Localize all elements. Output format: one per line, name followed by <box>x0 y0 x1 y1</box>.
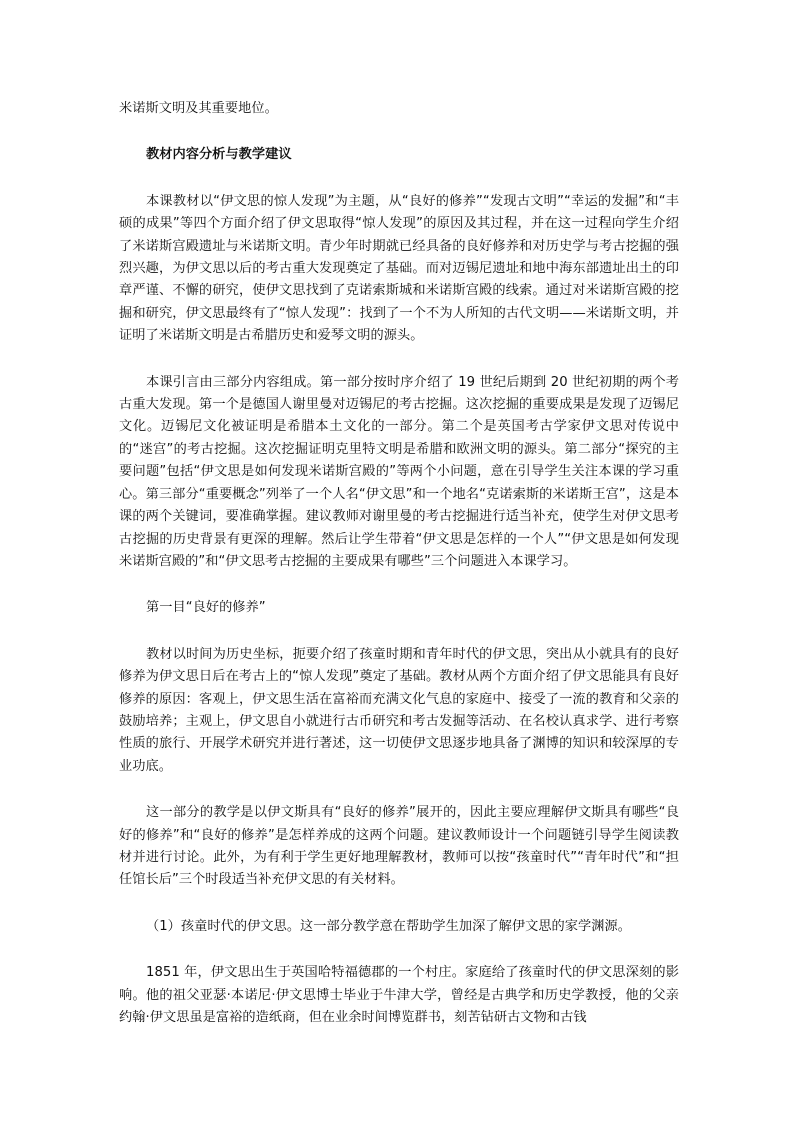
paragraph-childhood-detail: 1851 年，伊文思出生于英国哈特福德郡的一个村庄。家庭给了孩童时代的伊文思深刻的影响。他的祖父亚瑟·本诺尼·伊文思博士毕业于牛津大学，曾经是古典学和历史学教授，他的父亲约翰·伊文思虽是富裕的造纸商，但在业余时间博览群书，刻苦钻研古文物和古钱 <box>119 965 679 1025</box>
document-body <box>119 98 679 1029</box>
paragraph-introduction: 本课引言由三部分内容组成。第一部分按时序介绍了 19 世纪后期到 20 世纪初期的两个考古重大发现。第一个是德国人谢里曼对迈锡尼的考古挖掘。这次挖掘的重要成果是发现了迈锡尼文化。迈锡尼文化被证明是希腊本土文化的一部分。第二个是英国考古学家伊文思对传说中的“迷宫”的考古挖掘。这次挖掘证明克里特文明是希腊和欧洲文明的源头。第二部分“探究的主要问题”包括“伊文思是如何发现米诺斯宫殿的”等两个小问题，意在引导学生关注本课的学习重心。第三部分“重要概念”列举了一个人名“伊文思”和一个地名“克诺索斯的米诺斯王宫”，这是本课的两个关键词，要准确掌握。建议教师对谢里曼的考古挖掘进行适当补充，使学生对伊文思考古挖掘的历史背景有更深的理解。然后让学生带着“伊文思是怎样的一个人”“伊文思是如何发现米诺斯宫殿的”和“伊文思考古挖掘的主要成果有哪些”三个问题进入本课学习。 <box>119 374 679 569</box>
intro-tail-text: 米诺斯文明及其重要地位。 <box>119 101 278 116</box>
subsection-title-good-cultivation: 第一目“良好的修养” <box>146 600 266 616</box>
section-heading: 教材内容分析与教学建议 <box>146 147 292 163</box>
paragraph-teaching-suggestion: 这一部分的教学是以伊文斯具有“良好的修养”展开的，因此主要应理解伊文斯具有哪些“良好的修养”和“良好的修养”是怎样养成的这两个问题。建议教师设计一个问题链引导学生阅读教材并进行讨论。此外，为有利于学生更好地理解教材，教师可以按“孩童时代”“青年时代”和“担任馆长后”三个时段适当补充伊文思的有关材料。 <box>119 805 679 888</box>
paragraph-childhood-heading: （1）孩童时代的伊文思。这一部分教学意在帮助学生加深了解伊文思的家学渊源。 <box>146 918 631 934</box>
paragraph-overview: 本课教材以“伊文思的惊人发现”为主题，从“良好的修养”“发现古文明”“幸运的发掘”和“丰硕的成果”等四个方面介绍了伊文思取得“惊人发现”的原因及其过程，并在这一过程向学生介绍了米诺斯宫殿遗址与米诺斯文明。青少年时期就已经具备的良好修养和对历史学与考古挖掘的强烈兴趣，为伊文思以后的考古重大发现奠定了基础。而对迈锡尼遗址和地中海东部遗址出土的印章严谨、不懈的研究，使伊文思找到了克诺索斯城和米诺斯宫殿的线索。通过对米诺斯宫殿的挖掘和研究，伊文思最终有了“惊人发现”：找到了一个不为人所知的古代文明——米诺斯文明，并证明了米诺斯文明是古希腊历史和爱琴文明的源头。 <box>119 193 679 344</box>
paragraph-cultivation-analysis: 教材以时间为历史坐标，扼要介绍了孩童时期和青年时代的伊文思，突出从小就具有的良好修养为伊文思日后在考古上的“惊人发现”奠定了基础。教材从两个方面介绍了伊文思能具有良好修养的原因：客观上，伊文思生活在富裕而充满文化气息的家庭中、接受了一流的教育和父亲的鼓励培养；主观上，伊文思自小就进行古币研究和考古发掘等活动、在名校认真求学、进行考察性质的旅行、开展学术研究并进行著述，这一切使伊文思逐步地具备了渊博的知识和较深厚的专业功底。 <box>119 646 679 774</box>
